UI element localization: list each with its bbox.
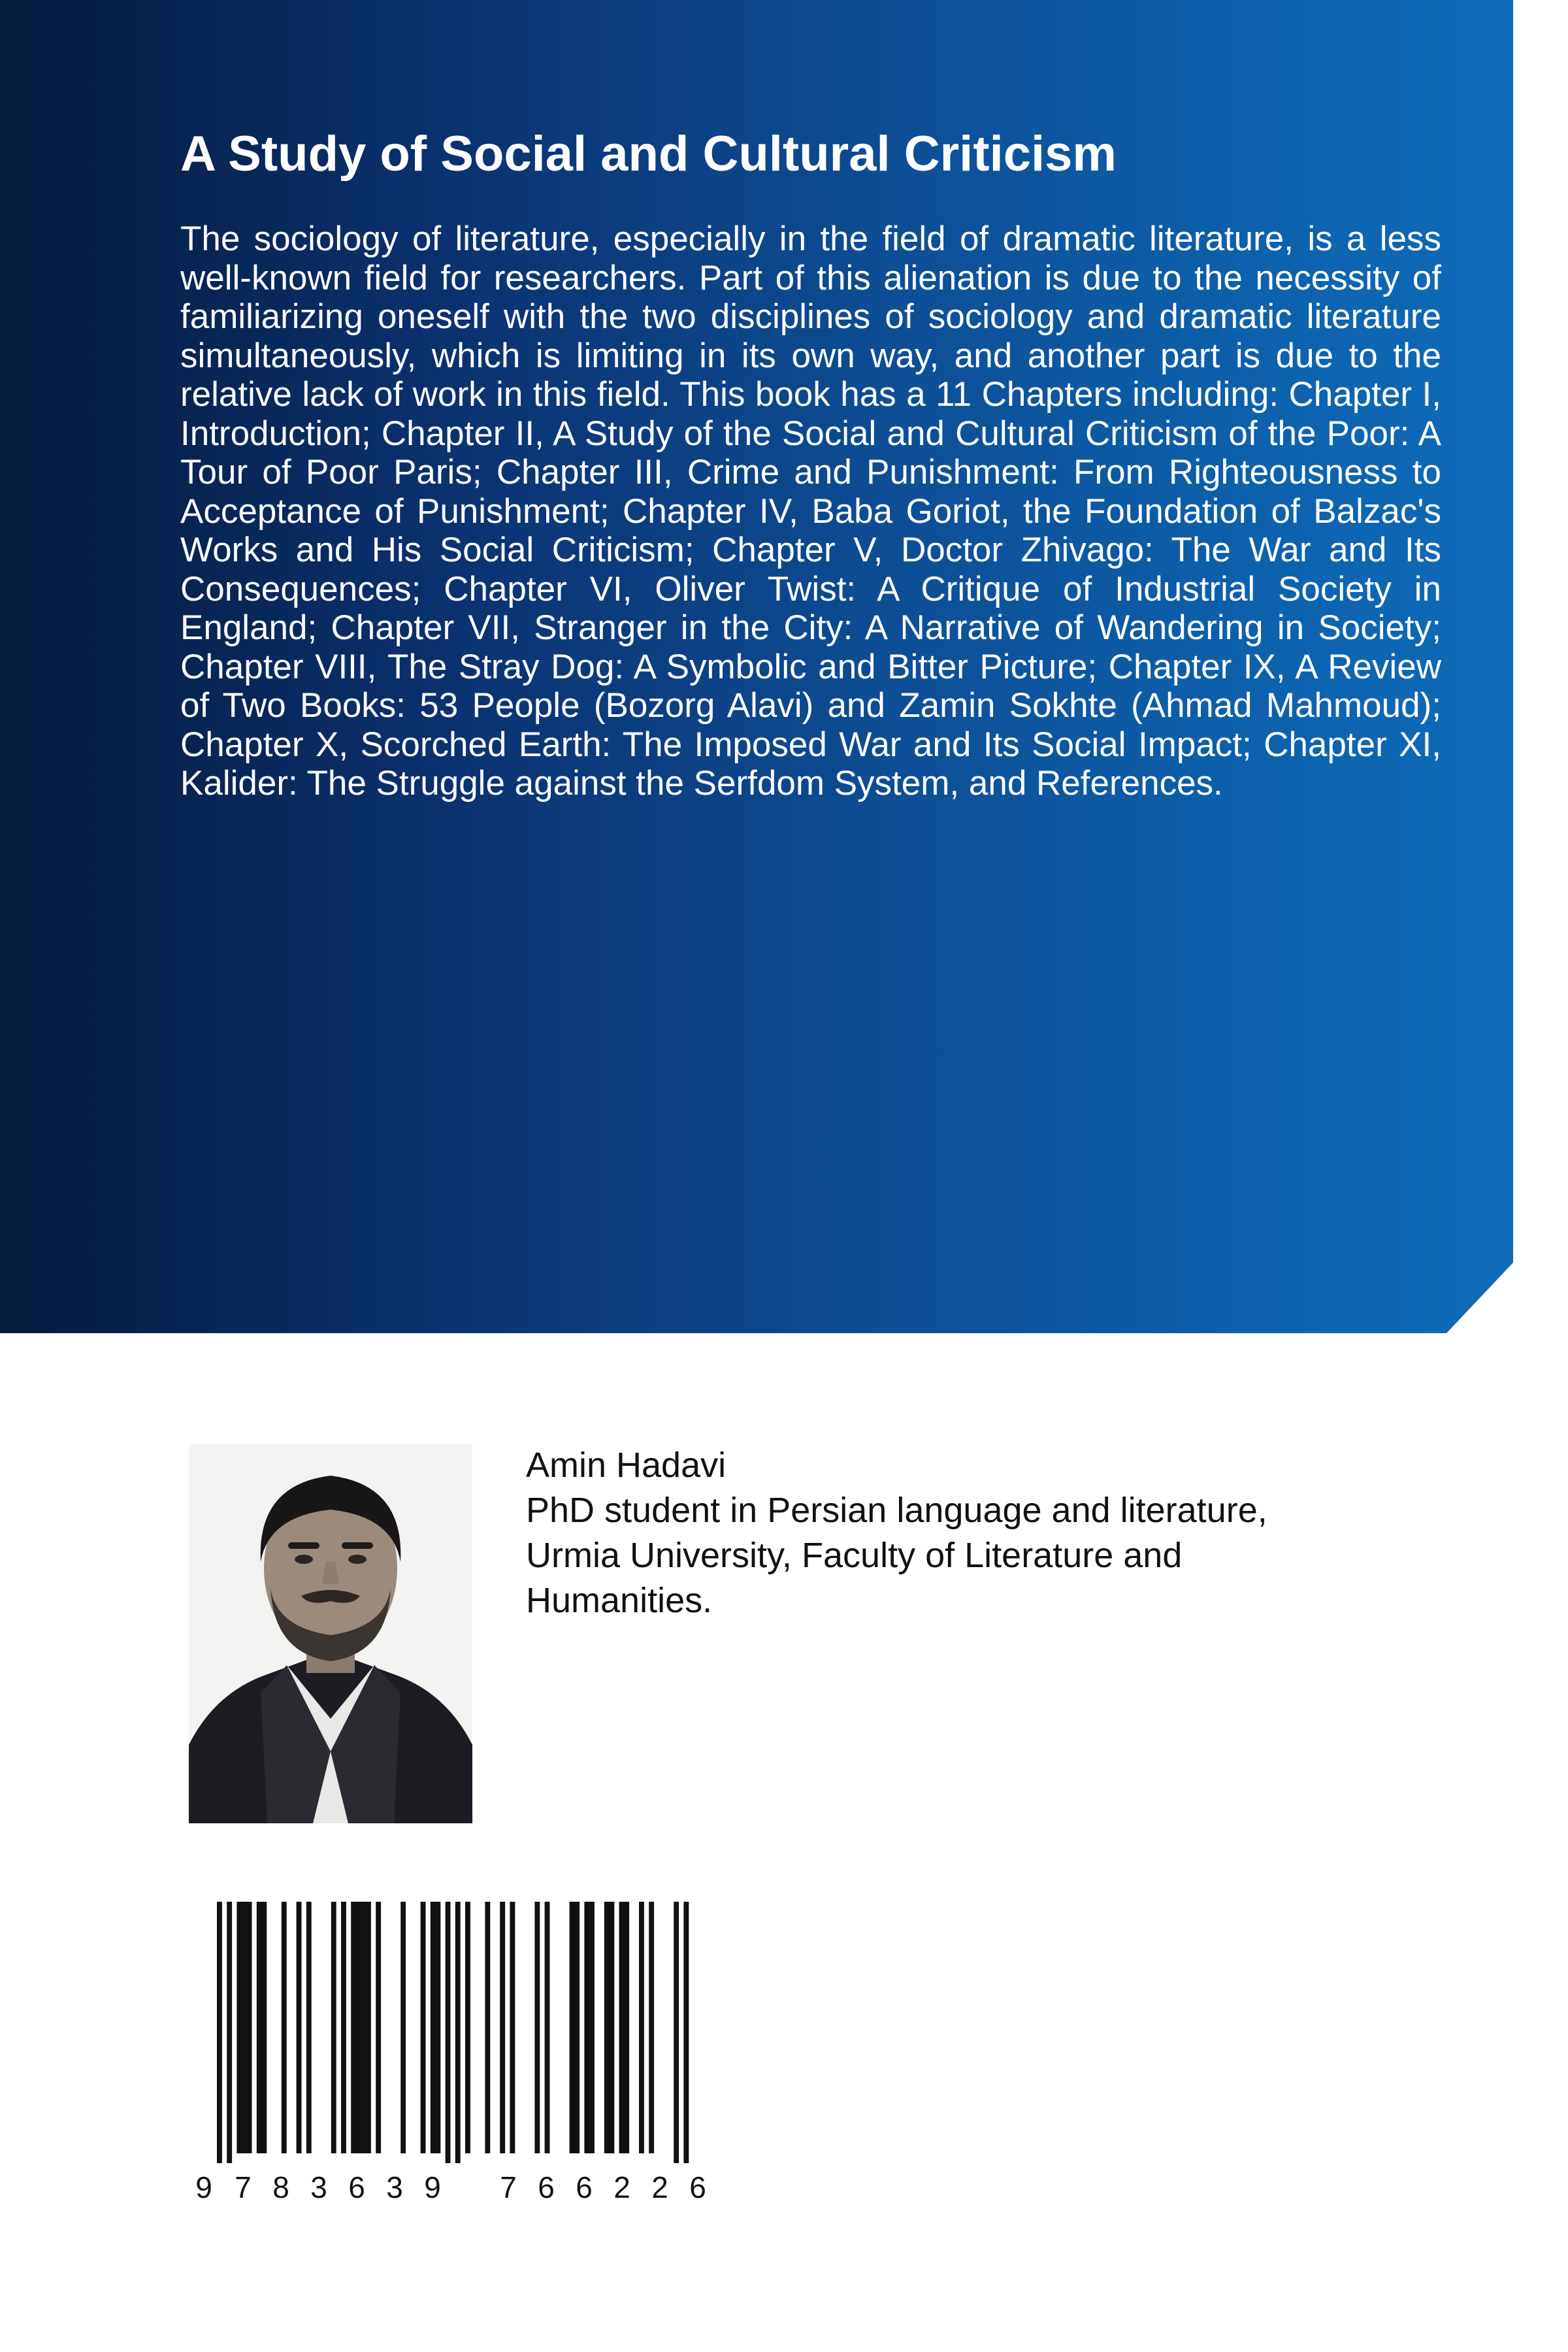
isbn-number (191, 2170, 740, 2209)
barcode-bar (584, 1902, 589, 2153)
barcode-bars (191, 1902, 740, 2163)
barcode-bar (361, 1902, 366, 2153)
isbn-digit: 8 (272, 2170, 289, 2204)
barcode-bar (237, 1902, 242, 2153)
isbn-digit: 9 (195, 2170, 212, 2204)
barcode-bar (431, 1902, 436, 2153)
barcode-bar (500, 1902, 505, 2153)
isbn-digit: 6 (689, 2170, 706, 2204)
author-name: Amin Hadavi (526, 1446, 727, 1485)
barcode-bar (589, 1902, 595, 2153)
barcode-bar (574, 1902, 580, 2153)
isbn-digit: 6 (538, 2170, 555, 2204)
barcode-bar (435, 1902, 440, 2153)
barcode-bar (639, 1902, 644, 2153)
barcode-bar (297, 1902, 302, 2153)
author-portrait-image (189, 1444, 472, 1823)
author-bio (526, 1443, 1506, 1623)
isbn-digit: 3 (310, 2170, 327, 2204)
isbn-digit: 6 (576, 2170, 593, 2204)
isbn-digit: 2 (651, 2170, 668, 2204)
barcode-bar (649, 1902, 654, 2153)
barcode-bar (624, 1902, 629, 2153)
barcode-bar (570, 1902, 575, 2153)
barcode-bar (351, 1902, 356, 2153)
isbn-digit: 2 (613, 2170, 630, 2204)
barcode-bar (545, 1902, 550, 2153)
barcode-bar (227, 1902, 232, 2163)
isbn-digit: 6 (348, 2170, 365, 2204)
barcode-bar (356, 1902, 361, 2153)
barcode-bar (604, 1902, 610, 2153)
barcode-bar (217, 1902, 222, 2163)
isbn-digit: 9 (424, 2170, 441, 2204)
barcode-bar (485, 1902, 490, 2153)
barcode-bar (261, 1902, 267, 2153)
barcode-bar (455, 1902, 461, 2163)
barcode-bar (376, 1902, 381, 2153)
author-bio-line-2: Urmia University, Faculty of Literature and (526, 1536, 1183, 1575)
barcode-bar (510, 1902, 515, 2153)
barcode-bar (683, 1902, 689, 2163)
barcode-bar (366, 1902, 371, 2153)
barcode-bar (306, 1902, 312, 2153)
barcode-bar (257, 1902, 262, 2153)
isbn-digit: 3 (386, 2170, 403, 2204)
barcode-bar (331, 1902, 336, 2153)
book-blurb: The sociology of literature, especially in the field of dramatic literature, is a less well-known field for researchers. Part of this alienation is due to the necessity of familiarizing oneself with the two disciplines of sociology and dramatic literature simultaneously, which is limiting in its own way, and another part is due to the relative lack of work in this field. This book has a 11 Chapters including: Chapter I, Introduction; Chapter II, A Study of the Social and Cultural Criticism of the Poor: A Tour of Poor Paris; Chapter III, Crime and Punishment: From Righteousness to Acceptance of Punishment; Chapter IV, Baba Goriot, the Foundation of Balzac's Works and His Social Criticism; Chapter V, Doctor Zhivago: The War and Its Consequences; Chapter VI, Oliver Twist: A Critique of Industrial Society in England; Chapter VII, Stranger in the City: A Narrative of Wandering in Society; Chapter VIII, The Stray Dog: A Symbolic and Bitter Picture; Chapter IX, A Review of Two Books: 53 People (Bozorg Alavi) and Zamin Sokhte (Ahmad Mahmoud); Chapter X, Scorched Earth: The Imposed War and Its Social Impact; Chapter XI, Kalider: The Struggle against the Serfdom System, and References. (180, 220, 1441, 803)
barcode-bar (674, 1902, 679, 2163)
barcode-bar (534, 1902, 540, 2153)
isbn-digit: 7 (500, 2170, 517, 2204)
book-title: A Study of Social and Cultural Criticism (180, 126, 1117, 182)
barcode-bar (446, 1902, 451, 2163)
barcode-bar (400, 1902, 406, 2153)
isbn-digit: 7 (235, 2170, 252, 2204)
isbn-barcode (191, 1902, 740, 2163)
barcode-bar (247, 1902, 252, 2153)
barcode-bar (341, 1902, 346, 2153)
barcode-bar (609, 1902, 614, 2153)
barcode-bar (619, 1902, 625, 2153)
barcode-bar (421, 1902, 426, 2153)
author-photo (189, 1444, 472, 1823)
barcode-bar (282, 1902, 287, 2153)
author-bio-line-1: PhD student in Persian language and literature, (526, 1491, 1267, 1530)
author-bio-line-3: Humanities. (526, 1581, 713, 1620)
barcode-bar (242, 1902, 247, 2153)
barcode-bar (465, 1902, 470, 2153)
